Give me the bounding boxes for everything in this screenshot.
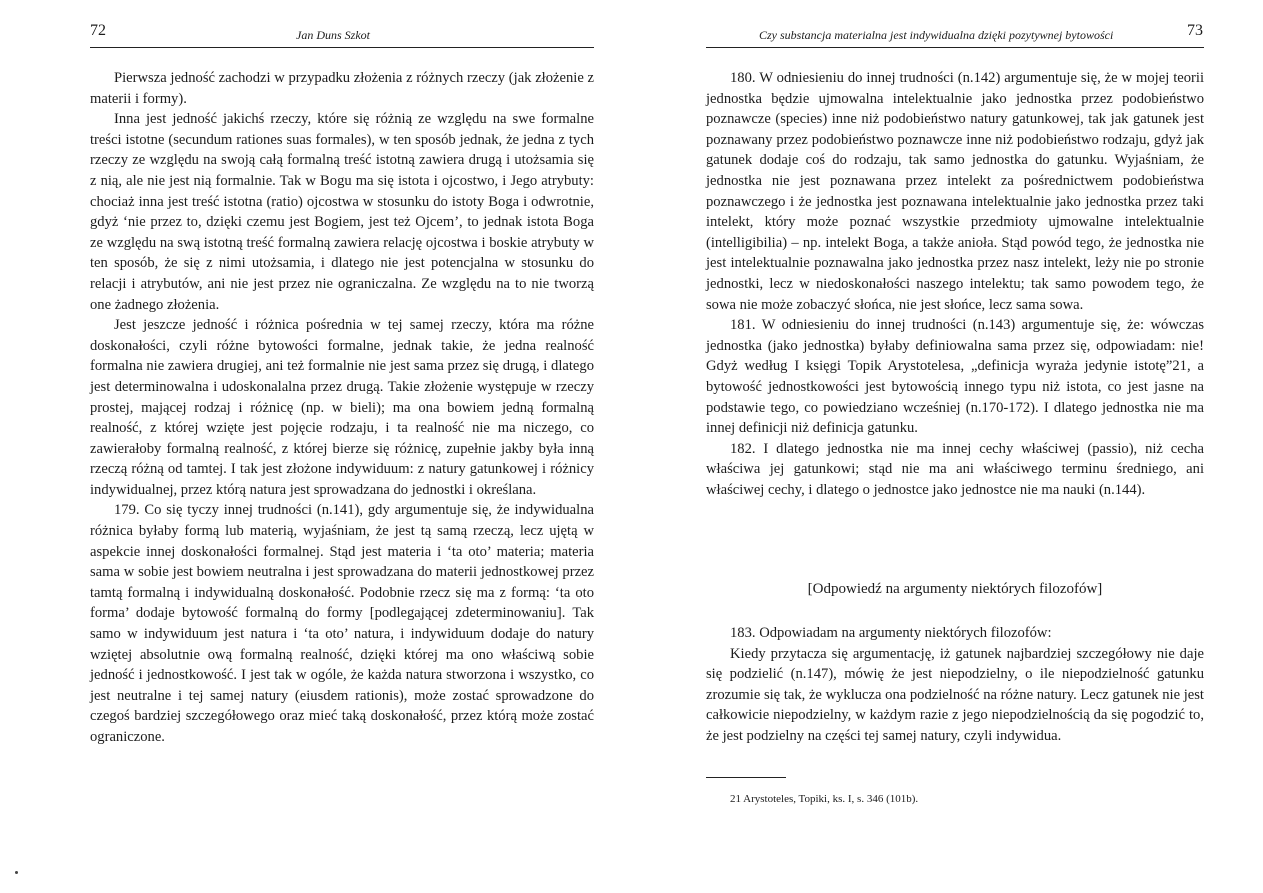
- paragraph: 180. W odniesieniu do innej trudności (n.142) argumentuje się, że w mojej teorii jednostka będzie ujmowalna intelektualnie jako jednostka przez podobieństwo poznawcze (species) inne niż podobieństwo natury gatunkowej, tak jak gatunek jest poznawany przez podobieństwo poznawcze inne niż podobieństwo rodzaju, gdyż jak gatunek dodaje coś do rodzaju, tak samo jednostka do gatunku. Wyjaśniam, że jednostka nie jest poznawana przez intelekt za pośrednictwem podobieństwa poznawczego i że jednostka jest poznawana intelektualnie jako jednostka przez taki intelekt, który może poznać wszystkie przedmioty ujmowalne intelektualnie (intelligibilia) – np. intelekt Boga, a także anioła. Stąd powód tego, że jednostka nie jest intelektualnie poznawalna jako jednostka przez nasz intelekt, leży nie po stronie jednostki, lecz w niedoskonałości naszego intelektu; tak samo powodem tego, że sowa nie może zobaczyć słońca, nie jest słońce, lecz sama sowa.: [706, 70, 1204, 313]
- paragraph: 181. W odniesieniu do innej trudności (n.143) argumentuje się, że: wówczas jednostka (jako jednostka) byłaby definiowalna sama przez się, odpowiadam: nie! Gdyż według I księgi Topik Arystotelesa, „definicja wyraża jedynie istotę”21, a bytowość jednostkowości jest bytowością innego typu niż istota, co jest jasne na podstawie tego, co powiedziano wcześniej (n.170-172). I dlatego jednostka nie ma innej definicji niż definicja gatunku.: [706, 317, 1204, 437]
- right-page: [631, 0, 1263, 893]
- paragraph: Inna jest jedność jakichś rzeczy, które się różnią ze względu na swe formalne treści istotne (secundum rationes suas formales), w ten sposób jednak, że jedna z tych rzeczy ze względu na swoją całą formalną treść istotną zawiera drugą i utożsamia się z nią, ale nie jest nią formalnie. Tak w Bogu ma się istota i ojcostwo, i Jego atrybuty: chociaż inna jest treść istotna (ratio) ojcostwa w stosunku do istoty Boga i odwrotnie, gdyż ‘nie przez to, dzięki czemu jest Bogiem, jest też Ojcem’, to jednak istota Boga ze względu na swą istotną treść formalną zawiera relację ojcostwa i boskie atrybuty w ten sposób, że się z nimi utożsamia, i dlatego nie jest potencjalna w stosunku do relacji i atrybutów, ani nie jest przez nie ograniczalna. Ze względu na to nie tworzą one żadnego złożenia.: [90, 111, 594, 313]
- left-header-rule: [90, 47, 594, 48]
- right-body-text: [706, 68, 1204, 500]
- paragraph: 182. I dlatego jednostka nie ma innej cechy właściwej (passio), niż cecha właściwa jej gatunkowi; stąd nie ma ani właściwego terminu średniego, ani właściwej cechy, i dlatego o jednostce jako jednostce nie ma nauki (n.144).: [706, 440, 1204, 498]
- left-page-number: 72: [90, 22, 106, 39]
- right-header-rule: [706, 47, 1204, 48]
- left-page: [0, 0, 631, 893]
- footnote-rule: [706, 777, 786, 778]
- right-running-head: Czy substancja materialna jest indywidualna dzięki pozytywnej bytowości: [759, 28, 1114, 42]
- paragraph: Pierwsza jedność zachodzi w przypadku złożenia z różnych rzeczy (jak złożenie z materii i formy).: [90, 70, 594, 107]
- paragraph: 183. Odpowiadam na argumenty niektórych filozofów:: [730, 625, 1052, 641]
- left-running-head: Jan Duns Szkot: [296, 28, 370, 42]
- paragraph: Jest jeszcze jedność i różnica pośrednia w tej samej rzeczy, która ma różne doskonałości, czyli różne bytowości formalne, jednak takie, że jedna realność formalna nie zawiera drugiej, ani też formalnie nie jest sama przez się drugą, i dlatego jest determinowalna i udoskonalalna przez drugą. Takie złożenie występuje w rzeczy prostej, mającej rodzaj i różnicę (np. w bieli); ma ona bowiem jedną formalną realność, z której wzięte jest pojęcie rodzaju, i ta realność nie ma niczego, co zawierałoby formalną realność, z której bierze się różnicę, zupełnie jakby była inną rzeczą różną od tamtej. I tak jest złożone indywiduum: z natury gatunkowej i różnicy indywidualnej, przez którą natura jest sprowadzana do jednostki i określana.: [90, 317, 594, 498]
- right-page-number: 73: [1187, 22, 1203, 39]
- left-body-text: [90, 68, 594, 748]
- paragraph: Kiedy przytacza się argumentację, iż gatunek najbardziej szczegółowy nie daje się podzielić (n.147), mówię że jest niepodzielny, o ile niepodzielność gatunku zrozumie się tak, że wyklucza ona podzielność na różne natury. Lecz gatunek nie jest całkowicie niepodzielny, w każdym razie z jego niepodzielnością da się pogodzić to, że jest podzielny na części tej samej natury, czyli indywidua.: [706, 645, 1204, 744]
- section-heading: [Odpowiedź na argumenty niektórych filozofów]: [807, 581, 1103, 597]
- scan-speck: [15, 871, 18, 874]
- footnote: 21 Arystoteles, Topiki, ks. I, s. 346 (101b).: [730, 793, 919, 805]
- right-section-text: [706, 623, 1204, 747]
- paragraph: 179. Co się tyczy innej trudności (n.141), gdy argumentuje się, że indywidualna różnica byłaby formą lub materią, wyjaśniam, że jest tą samą rzeczą, lecz ujętą w aspekcie innej doskonałości formalnej. Stąd jest materia i ‘ta oto’ materia; materia sama w sobie jest bowiem neutralna i jest sprowadzana do materii jednostkowej przez tamtą formalną i indywidualną doskonałość. Podobnie rzecz się ma z formą: ‘ta oto forma’ dodaje bytowość formalną do formy [podlegającej zdeterminowaniu]. Tak samo w indywiduum jest natura i ‘ta oto’ natura, i indywiduum dodaje do natury wziętej absolutnie ową formalną realność, dzięki której ma ono właściwą sobie jedność i jednostkowość. I jest tak w ogóle, że każda natura stworzona i wszystko, co jest neutralne i tej samej natury (eiusdem rationis), może zostać sprowadzone do czegoś bardziej szczegółowego oraz mieć taką doskonałość, przez którą może zostać ograniczone.: [90, 502, 594, 745]
